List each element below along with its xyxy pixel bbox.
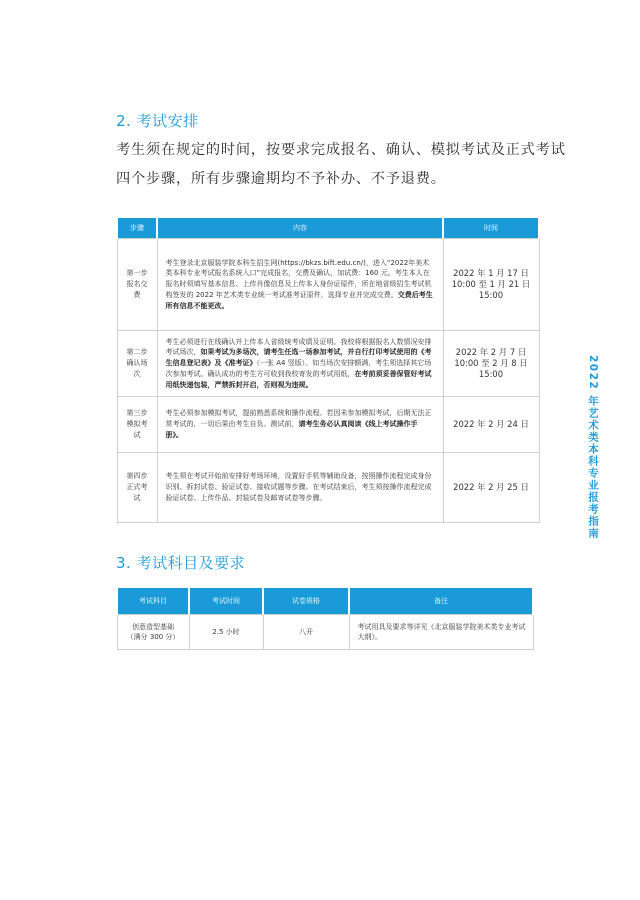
note-cell: 考试用具及要求等详见《北京服装学院美术类专业考试大纲》。: [349, 615, 533, 650]
content-text: 考生必须参加模拟考试，提前熟悉系统和操作流程。若因未参加模拟考试，后期无法正常考试的，一切后果由考生自负。测试前，: [165, 409, 432, 429]
content-cell: [157, 239, 443, 331]
step-number: 第四步: [126, 472, 148, 480]
time-line: 15:00: [478, 369, 504, 379]
step-number: 第二步: [126, 348, 148, 356]
section-2-heading: 2. 考试安排: [116, 112, 199, 130]
time-cell: [443, 397, 539, 453]
subject-name: 创意造型基础: [132, 622, 174, 631]
duration-cell: 2.5 小时: [189, 615, 263, 650]
table-row: [117, 397, 539, 453]
table-row: [117, 453, 539, 523]
step-number: 第一步: [126, 269, 148, 277]
section-3-heading: 3. 考试科目及要求: [116, 554, 246, 572]
table-row: [117, 615, 533, 650]
content-emphasis: 如果考试为多场次，请考生任选一场参加考试，并自行打印考试使用的《考生信息登记表》及《准考证》: [165, 348, 432, 368]
paper-cell: 八开: [263, 615, 349, 650]
header-duration: 考试时间: [189, 588, 263, 615]
content-text: （一张 A4 竖版）。如当场次安排额满，考生须选择其它场次参加考试。确认成功的考生方可收到我校寄发的考试用纸，: [165, 359, 432, 378]
time-line: 2022 年 2 月 7 日: [455, 347, 527, 357]
side-guide-title: 2022 年艺术类本科专业报考指南: [587, 355, 599, 540]
table-header-row: [117, 218, 539, 239]
header-time: 时间: [443, 218, 539, 239]
content-cell: [157, 331, 443, 397]
time-cell: [443, 331, 539, 397]
header-content: 内容: [157, 218, 443, 239]
intro-line-1: 考生须在规定的时间，按要求完成报名、确认、模拟考试及正式考试: [116, 142, 566, 158]
step-label: 确认场次: [126, 359, 148, 378]
time-line: 2022 年 2 月 24 日: [453, 419, 529, 429]
step-label: 报名交费: [126, 280, 148, 299]
content-text: 考生登录北京服装学院本科生招生网(https://bkzs.bift.edu.cn/)，进入“2022年美术类本科专业考试报名系统入口”完成报名，交费及确认，加试费：160 元。考生本人在报名时须填写基本信息、上传肖像信息及上传本人身份证原件，所在地省级招生考试机构签发的 2022 年艺术类专业统一考试准考证原件，选择专业并完成交费。: [165, 258, 432, 299]
time-cell: [443, 453, 539, 523]
table-header-row: [117, 588, 533, 615]
header-subject: 考试科目: [117, 588, 189, 615]
time-line: 15:00: [478, 290, 504, 300]
content-cell: [157, 397, 443, 453]
time-cell: [443, 239, 539, 331]
time-line: 2022 年 1 月 17 日: [453, 268, 529, 278]
time-line: 10:00 至 2 月 8 日: [454, 358, 528, 368]
intro-line-2: 四个步骤，所有步骤逾期均不予补办、不予退费。: [116, 171, 446, 187]
time-line: 2022 年 2 月 25 日: [453, 482, 529, 492]
exam-subject-table: [116, 588, 534, 650]
content-emphasis: 请考生务必认真阅读《线上考试操作手册》。: [165, 420, 418, 439]
header-step: 步骤: [117, 218, 157, 239]
step-label: 模拟考试: [126, 420, 148, 439]
content-text: 考生须在考试开始前安排好考场环境，设置好手机等辅助设备，按照操作流程完成身份识别、拆封试卷、验证试卷、接收试题等步骤。在考试结束后，考生须按操作流程完成验证试卷、上传作品、封装试卷及邮寄试卷等步骤。: [165, 472, 432, 502]
header-note: 备注: [349, 588, 533, 615]
step-number: 第三步: [126, 409, 148, 417]
content-cell: [157, 453, 443, 523]
step-cell: [117, 453, 157, 523]
table-row: [117, 331, 539, 397]
step-cell: [117, 331, 157, 397]
content-emphasis: 在考前须妥善保管好考试用纸快递包装，严禁拆封开启，否则视为违规。: [165, 369, 432, 389]
section-2-intro: [116, 136, 566, 194]
content-emphasis: 交费后考生所有信息不能更改。: [165, 290, 433, 310]
exam-schedule-table: [116, 218, 540, 523]
content-text: 考生必须进行在线确认并上传本人省级统考成绩及证明。我校将根据报名人数情况安排考试场次，: [165, 337, 432, 357]
step-cell: [117, 239, 157, 331]
subject-score: （满分 300 分）: [126, 633, 180, 641]
subject-cell: [117, 615, 189, 650]
table-row: [117, 239, 539, 331]
step-cell: [117, 397, 157, 453]
time-line: 10:00 至 1 月 21 日: [451, 279, 531, 289]
step-label: 正式考试: [126, 483, 148, 502]
header-paper: 试卷规格: [263, 588, 349, 615]
